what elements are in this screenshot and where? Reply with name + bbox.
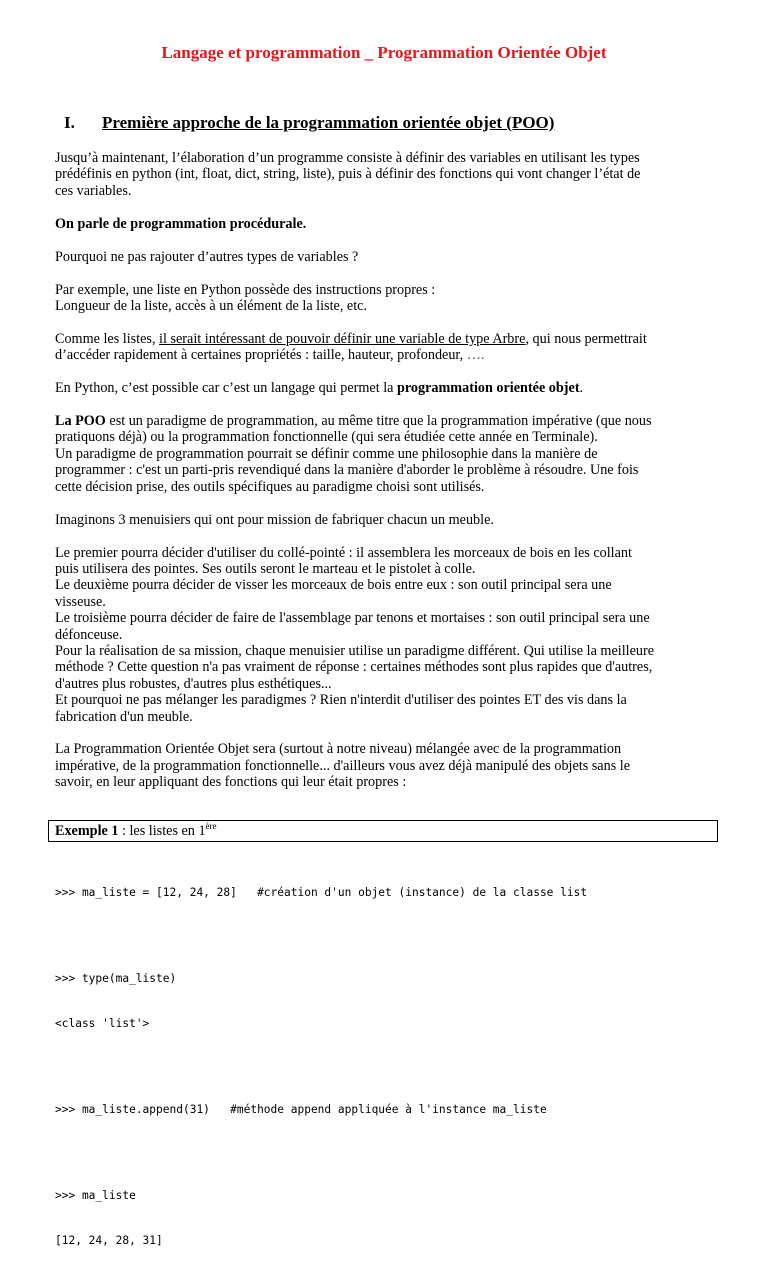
text-line: programmer : c'est un parti-pris revendiqué dans la manière d'aborder le problème à résoudre. Une fois [55, 462, 639, 479]
paragraph-mixing [55, 741, 715, 790]
text-line: méthode ? Cette question n'a pas vraiment de réponse : certaines méthodes sont plus rapides que d'autres, [55, 659, 653, 676]
example-label: Exemple 1 [55, 823, 119, 839]
text-line: prédéfinis en python (int, float, dict, string, liste), puis à définir des fonctions qui vont changer l’état de [55, 166, 641, 183]
code-line: [12, 24, 28, 31] [55, 1234, 163, 1247]
text-line: pratiquons déjà) ou la programmation fonctionnelle (qui sera étudiée cette année en Terminale). [55, 429, 598, 446]
text-line: visseuse. [55, 593, 106, 610]
paragraph-list-example [55, 282, 715, 315]
paragraph-tree [55, 331, 715, 364]
code-line: >>> ma_liste [55, 1189, 136, 1202]
text-line: fabrication d'un meuble. [55, 708, 193, 725]
paragraph-question: Pourquoi ne pas rajouter d’autres types de variables ? [55, 248, 359, 265]
text-line [55, 413, 715, 429]
document-body [55, 150, 715, 807]
paragraph-paradigm [55, 413, 715, 495]
ellipsis: …. [466, 347, 485, 364]
text-line: Le deuxième pourra décider de visser les morceaux de bois entre eux : son outil principal sera une [55, 577, 612, 594]
code-line: >>> ma_liste.append(31) #méthode append appliquée à l'instance ma_liste [55, 1103, 547, 1116]
code-line: >>> type(ma_liste) [55, 972, 177, 985]
code-block [55, 855, 735, 1278]
text-line: savoir, en leur appliquant des fonctions qui leur était propres : [55, 774, 407, 791]
bold-text: programmation orientée objet [396, 380, 580, 397]
section-number: I. [64, 113, 75, 132]
paragraph-procedural: On parle de programmation procédurale. [55, 215, 307, 232]
text-line: Le premier pourra décider d'utiliser du collé-pointé : il assemblera les morceaux de bois en les collant [55, 544, 632, 561]
text-line: Jusqu’à maintenant, l’élaboration d’un programme consiste à définir des variables en utilisant les types [55, 150, 640, 166]
text-line: Le troisième pourra décider de faire de l'assemblage par tenons et mortaises : son outil principal sera une [55, 610, 650, 627]
text-run: , qui nous permettrait [525, 330, 647, 347]
text-run: Comme les listes, [55, 330, 160, 347]
text-line: puis utilisera des pointes. Ses outils seront le marteau et le pistolet à colle. [55, 560, 476, 577]
text-line [55, 347, 715, 363]
example-text: : les listes en 1 [118, 823, 206, 839]
text-run: . [579, 380, 584, 397]
text-line: La Programmation Orientée Objet sera (surtout à notre niveau) mélangée avec de la programmation [55, 741, 622, 758]
text-line: Un paradigme de programmation pourrait se définir comme une philosophie dans la manière de [55, 445, 598, 462]
text-line: impérative, de la programmation fonctionnelle... d'ailleurs vous avez déjà manipulé des objets sans le [55, 757, 631, 774]
text-line: Et pourquoi ne pas mélanger les paradigmes ? Rien n'interdit d'utiliser des pointes ET des vis dans la [55, 692, 627, 709]
text-line [55, 331, 715, 347]
text-run: d’accéder rapidement à certaines propriétés : taille, hauteur, profondeur, [55, 347, 467, 364]
text-line: Pour la réalisation de sa mission, chaque menuisier utilise un paradigme différent. Qui utilise la meilleure [55, 642, 654, 659]
code-line: >>> ma_liste = [12, 24, 28] #création d'un objet (instance) de la classe list [55, 886, 588, 899]
text-run: est un paradigme de programmation, au même titre que la programmation impérative (que nous [105, 413, 652, 430]
example-box [48, 820, 718, 842]
text-line: défonceuse. [55, 626, 123, 643]
underlined-text: il serait intéressant de pouvoir définir une variable de type Arbre [159, 330, 526, 347]
code-line: <class 'list'> [55, 1017, 150, 1030]
section-heading [64, 113, 554, 133]
text-line: Longueur de la liste, accès à un élément de la liste, etc. [55, 297, 367, 314]
text-line: Par exemple, une liste en Python possède des instructions propres : [55, 281, 436, 298]
document-title: Langage et programmation _ Programmation Orientée Objet [161, 43, 607, 62]
section-title: Première approche de la programmation orientée objet (POO) [102, 113, 555, 132]
text-line: d'autres plus robustes, d'autres plus esthétiques... [55, 675, 332, 692]
bold-text: La POO [55, 413, 106, 430]
example-superscript: ère [205, 821, 217, 831]
paragraph-carpenters-intro: Imaginons 3 menuisiers qui ont pour mission de fabriquer chacun un meuble. [55, 511, 494, 528]
paragraph-intro [55, 150, 715, 199]
paragraph-carpenters [55, 545, 715, 725]
text-line: ces variables. [55, 182, 132, 199]
paragraph-python-poo [55, 380, 715, 396]
text-run: En Python, c’est possible car c’est un langage qui permet la [55, 380, 397, 397]
text-line: cette décision prise, des outils spécifiques au paradigme choisi sont utilisés. [55, 478, 485, 495]
